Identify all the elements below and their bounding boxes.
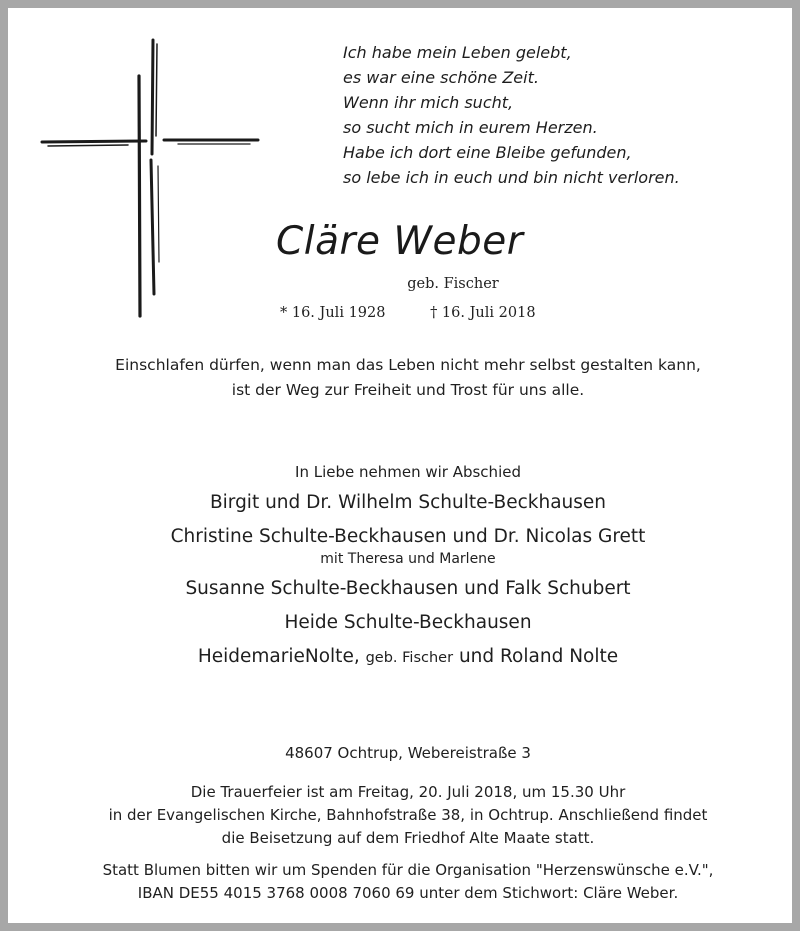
mourner-line: Susanne Schulte-Beckhausen und Falk Schubert (185, 578, 631, 599)
service-info (8, 781, 800, 850)
life-dates (280, 305, 536, 321)
maiden-name: geb. Fischer (407, 276, 499, 292)
mourner-name: HeidemarieNolte, (197, 646, 360, 667)
deceased-name: Cläre Weber (276, 219, 524, 264)
donation-line: Statt Blumen bitten wir um Spenden für die Organisation "Herzenswünsche e.V.", (102, 861, 714, 879)
mourner-subline: mit Theresa und Marlene (320, 551, 496, 567)
poem-line: Wenn ihr mich sucht, (343, 93, 514, 112)
mourners-intro: In Liebe nehmen wir Abschied (295, 463, 521, 481)
service-line: in der Evangelischen Kirche, Bahnhofstraße 38, in Ochtrup. Anschließend findet (108, 806, 708, 824)
mourner-line: Heide Schulte-Beckhausen (284, 612, 532, 633)
maiden-name-row (8, 276, 800, 292)
mourners (8, 458, 800, 675)
donation-info (8, 859, 800, 905)
mourner-line: Birgit und Dr. Wilhelm Schulte-Beckhausen (209, 492, 607, 513)
donation-line: IBAN DE55 4015 3768 0008 7060 69 unter dem Stichwort: Cläre Weber. (137, 884, 679, 902)
poem-line: es war eine schöne Zeit. (343, 68, 539, 87)
quote-line: ist der Weg zur Freiheit und Trost für uns alle. (231, 381, 585, 399)
service-line: die Beisetzung auf dem Friedhof Alte Maate statt. (221, 829, 595, 847)
birth-date: * 16. Juli 1928 (280, 305, 386, 321)
address: 48607 Ochtrup, Webereistraße 3 (285, 744, 531, 762)
poem-line: so lebe ich in euch und bin nicht verloren. (343, 168, 680, 187)
poem (343, 40, 783, 190)
mourner-maiden-name: geb. Fischer (365, 650, 454, 666)
quote-line: Einschlafen dürfen, wenn man das Leben nicht mehr selbst gestalten kann, (115, 356, 701, 374)
quote (8, 353, 800, 403)
death-date: † 16. Juli 2018 (430, 305, 536, 321)
poem-line: Ich habe mein Leben gelebt, (343, 43, 572, 62)
mourner-line: Christine Schulte-Beckhausen und Dr. Nicolas Grett (170, 526, 646, 547)
mourner-name: und Roland Nolte (458, 646, 619, 667)
service-line: Die Trauerfeier ist am Freitag, 20. Juli 2018, um 15.30 Uhr (190, 783, 626, 801)
mourner-line (8, 640, 800, 675)
poem-line: Habe ich dort eine Bleibe gefunden, (343, 143, 632, 162)
poem-line: so sucht mich in eurem Herzen. (343, 118, 598, 137)
